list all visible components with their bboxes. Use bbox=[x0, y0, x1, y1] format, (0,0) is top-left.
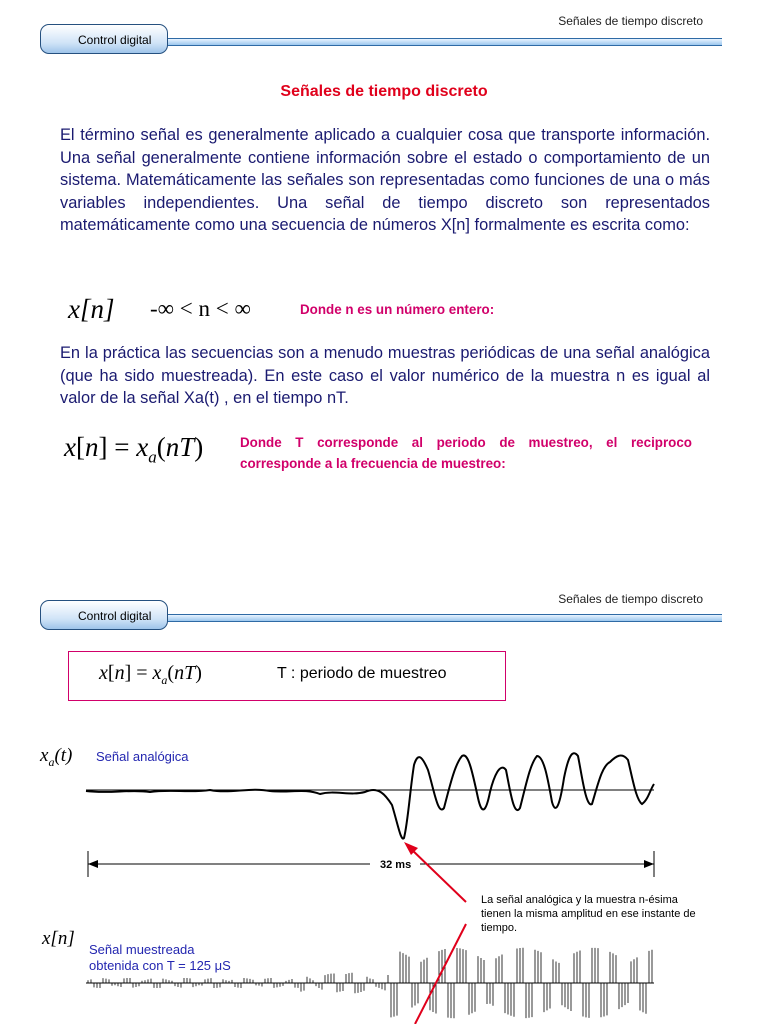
header-right-title-2: Señales de tiempo discreto bbox=[558, 592, 703, 606]
amplitude-note: La señal analógica y la muestra n-ésima tienen la misma amplitud en ese instante de tiempo. bbox=[481, 894, 696, 934]
signal-figure bbox=[0, 580, 768, 1024]
box-formula: $x[n] = x_a(nT)$ bbox=[99, 662, 202, 687]
sampled-symbol: x[n] bbox=[42, 928, 75, 949]
sampled-label-1: Señal muestreada bbox=[89, 942, 195, 957]
arrow-to-analog bbox=[409, 847, 466, 902]
formula-x-n: x[n] bbox=[68, 294, 115, 324]
dim-arrow-right bbox=[644, 860, 654, 868]
sampling-paragraph: En la práctica las secuencias son a menudo muestras periódicas de una señal analógica (que ha sido muestreada). En este caso el valor numérico de la muestra n es igual al valor de la señal Xa(t) , en el tiempo nT. bbox=[60, 344, 710, 408]
dim-arrow-left bbox=[88, 860, 98, 868]
duration-label: 32 ms bbox=[380, 859, 412, 871]
slide-title: Señales de tiempo discreto bbox=[280, 83, 488, 100]
analog-label: Señal analógica bbox=[96, 749, 189, 764]
slide-2 bbox=[0, 580, 768, 1024]
intro-paragraph: El término señal es generalmente aplicado a cualquier cosa que transporte información. Una señal generalmente contiene información sobre el estado o comportamiento de un sistema. Matemáticamente las señales son representadas como funciones de una o más variables independientes. Una señal de tiempo discreto son representados matemáticamente como una secuencia de números X[n] formalmente es escrita como: bbox=[60, 126, 710, 235]
header-tag: Control digital bbox=[40, 24, 168, 54]
box-period-text: T : periodo de muestreo bbox=[277, 665, 447, 682]
formula-range: -∞ < n < ∞ bbox=[150, 296, 251, 321]
sampled-label-2: obtenida con T = 125 μS bbox=[89, 958, 231, 973]
header-right-title: Señales de tiempo discreto bbox=[558, 14, 703, 28]
sampling-period-note: Donde T corresponde al periodo de muestreo, el reciproco corresponde a la frecuencia de muestreo: bbox=[240, 435, 692, 471]
integer-note: Donde n es un número entero: bbox=[300, 302, 495, 317]
analog-symbol: $x_a(t)$ bbox=[40, 745, 73, 769]
arrow-to-sampled bbox=[415, 924, 466, 1024]
header-bar bbox=[40, 24, 722, 56]
analog-waveform bbox=[86, 753, 654, 838]
header-tag-2: Control digital bbox=[40, 600, 168, 630]
sampling-formula: $x[n] = x_a(nT)$ bbox=[64, 432, 204, 467]
header-rule bbox=[80, 38, 722, 46]
